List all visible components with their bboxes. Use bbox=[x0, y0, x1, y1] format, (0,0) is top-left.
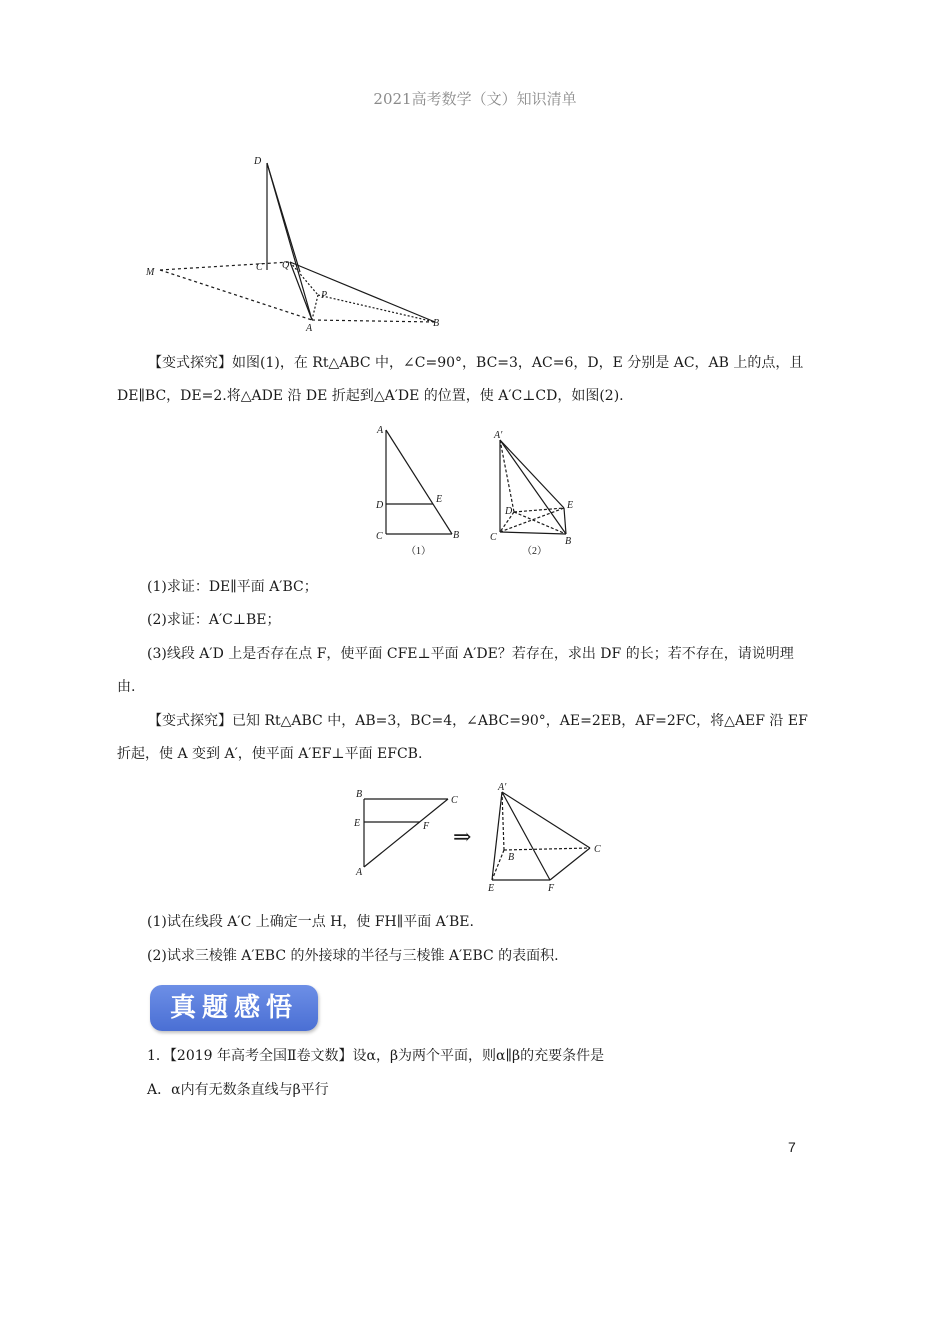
figure-pyramid-ef bbox=[482, 778, 612, 896]
label-A-prime: A′ bbox=[494, 430, 503, 441]
label-C: C bbox=[490, 532, 497, 543]
label-C: C bbox=[256, 262, 263, 273]
section-title-badge: 真题感悟 bbox=[150, 985, 318, 1031]
figure-triangle-ef bbox=[348, 785, 468, 880]
problem2-line1: 【变式探究】已知 Rt△ABC 中，AB=3，BC=4，∠ABC=90°，AE=2EB，AF=2FC，将△AEF 沿 EF bbox=[148, 713, 808, 729]
label-P: P bbox=[321, 290, 328, 301]
label-F: F bbox=[423, 821, 430, 832]
problem2-line2: 折起，使 A 变到 A′，使平面 A′EF⊥平面 EFCB. bbox=[117, 746, 423, 762]
problem2-q1: (1)试在线段 A′C 上确定一点 H，使 FH∥平面 A′BE. bbox=[147, 914, 474, 930]
page-header: 2021高考数学（文）知识清单 bbox=[373, 90, 577, 108]
problem1-q3-line1: (3)线段 A′D 上是否存在点 F，使平面 CFE⊥平面 A′DE？若存在，求出 DF 的长；若不存在，请说明理 bbox=[147, 646, 794, 662]
label-A-prime: A′ bbox=[498, 782, 507, 793]
problem1-line2: DE∥BC，DE=2.将△ADE 沿 DE 折起到△A′DE 的位置，使 A′C⊥CD，如图(2). bbox=[117, 388, 624, 404]
figure-pyramid-2 bbox=[484, 422, 594, 562]
label-B: B bbox=[565, 536, 572, 547]
label-Q: Q bbox=[282, 260, 290, 271]
label-B: B bbox=[453, 530, 460, 541]
figure-pyramid-top bbox=[140, 150, 450, 340]
label-E: E bbox=[354, 818, 361, 829]
figure-triangle-1 bbox=[368, 422, 468, 562]
label-F: F bbox=[548, 883, 555, 894]
label-C: C bbox=[376, 531, 383, 542]
label-B: B bbox=[508, 852, 515, 863]
fig2-caption: （2） bbox=[522, 546, 547, 557]
problem1-line1: 【变式探究】如图(1)，在 Rt△ABC 中，∠C=90°，BC=3，AC=6，D，E 分别是 AC，AB 上的点，且 bbox=[148, 355, 804, 371]
label-C: C bbox=[451, 795, 458, 806]
label-A: A bbox=[356, 867, 363, 878]
label-M: M bbox=[146, 267, 155, 278]
page-number: 7 bbox=[788, 1139, 796, 1155]
question1-option-a: A．α内有无数条直线与β平行 bbox=[147, 1082, 329, 1098]
label-D: D bbox=[254, 156, 262, 167]
problem2-q2: (2)试求三棱锥 A′EBC 的外接球的半径与三棱锥 A′EBC 的表面积. bbox=[147, 948, 559, 964]
label-E: E bbox=[488, 883, 495, 894]
label-B: B bbox=[356, 789, 363, 800]
fig1-caption: （1） bbox=[406, 546, 431, 557]
problem1-q1: (1)求证：DE∥平面 A′BC； bbox=[147, 579, 318, 595]
label-C: C bbox=[594, 844, 601, 855]
label-B: B bbox=[433, 318, 440, 329]
label-A: A bbox=[306, 323, 313, 334]
question1-stem: 1．【2019 年高考全国Ⅱ卷文数】设α，β为两个平面，则α∥β的充要条件是 bbox=[147, 1048, 605, 1064]
problem1-q2: (2)求证：A′C⊥BE； bbox=[147, 612, 281, 628]
label-E: E bbox=[436, 494, 443, 505]
label-D: D bbox=[505, 506, 513, 517]
label-D: D bbox=[376, 500, 384, 511]
label-E: E bbox=[567, 500, 574, 511]
problem1-q3-line2: 由. bbox=[117, 679, 136, 695]
label-A: A bbox=[377, 425, 384, 436]
arrow-implies: ⇒ bbox=[453, 825, 472, 850]
